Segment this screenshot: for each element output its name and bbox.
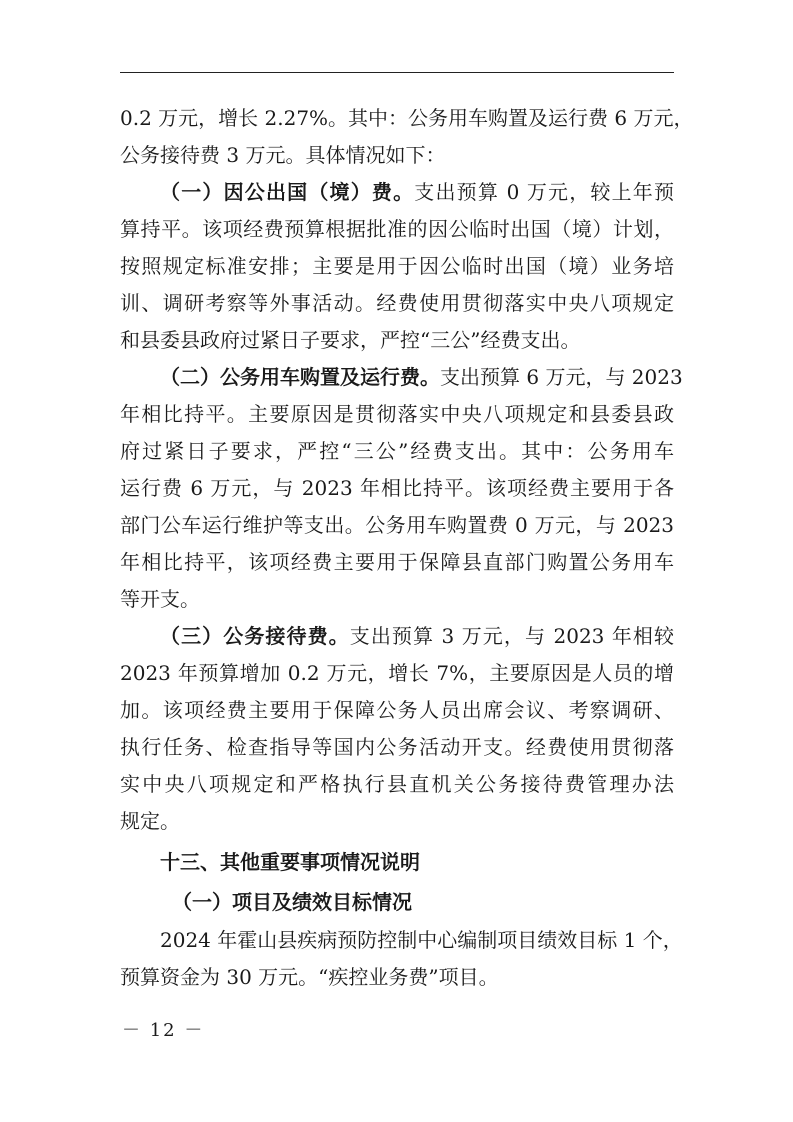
- final-paragraph: [120, 922, 683, 996]
- text-line: 规定。: [120, 809, 180, 833]
- section-2-title: （二）公务用车购置及运行费。: [160, 365, 440, 389]
- text-line: 公务接待费 3 万元。具体情况如下：: [120, 143, 446, 167]
- text-line: 执行任务、检查指导等国内公务活动开支。经费使用贯彻落: [120, 735, 674, 759]
- text-line: 2023 年预算增加 0.2 万元，增长 7%，主要原因是人员的增: [120, 661, 674, 685]
- text-line: 和县委县政府过紧日子要求，严控“三公”经费支出。: [120, 328, 581, 352]
- text-line: 年相比持平。主要原因是贯彻落实中央八项规定和县委县政: [120, 402, 674, 426]
- subheading-1: （一）项目及绩效目标情况: [172, 890, 412, 914]
- text-line: 部门公车运行维护等支出。公务用车购置费 0 万元，与 2023: [120, 513, 674, 537]
- section-3-text: 支出预算 3 万元，与 2023 年相较: [349, 624, 674, 648]
- section-3-title: （三）公务接待费。: [160, 624, 350, 648]
- text-line: [120, 618, 674, 655]
- text-line: 实中央八项规定和严格执行县直机关公务接待费管理办法: [120, 772, 674, 796]
- text-line: 2024 年霍山县疾病预防控制中心编制项目绩效目标 1 个，: [160, 928, 683, 952]
- lead-paragraph: [120, 100, 694, 174]
- section-2-text: 支出预算 6 万元，与 2023: [440, 365, 683, 389]
- section-1-text: 支出预算 0 万元，较上年预: [414, 180, 674, 204]
- text-line: 预算资金为 30 万元。“疾控业务费”项目。: [120, 965, 499, 989]
- text-line: 加。该项经费主要用于保障公务人员出席会议、考察调研、: [120, 698, 674, 722]
- header-rule: [120, 72, 674, 73]
- text-line: [120, 359, 683, 396]
- section-2-paragraph: [120, 359, 683, 618]
- text-line: 等开支。: [120, 587, 200, 611]
- text-line: 年相比持平，该项经费主要用于保障县直部门购置公务用车: [120, 550, 674, 574]
- text-line: 按照规定标准安排；主要是用于因公临时出国（境）业务培: [120, 254, 674, 278]
- text-line: 训、调研考察等外事活动。经费使用贯彻落实中央八项规定: [120, 291, 674, 315]
- heading-13: 十三、其他重要事项情况说明: [160, 850, 420, 874]
- section-3-paragraph: [120, 618, 674, 840]
- text-line: 运行费 6 万元，与 2023 年相比持平。该项经费主要用于各: [120, 476, 674, 500]
- text-line: 府过紧日子要求，严控“三公”经费支出。其中：公务用车: [120, 439, 674, 463]
- document-body: [120, 100, 694, 996]
- text-line: [120, 174, 674, 211]
- text-line: 算持平。该项经费预算根据批准的因公临时出国（境）计划，: [120, 217, 674, 241]
- section-1-paragraph: [120, 174, 674, 359]
- text-line: 0.2 万元，增长 2.27%。其中：公务用车购置及运行费 6 万元，: [120, 106, 694, 130]
- page-number: － 12 －: [122, 1020, 205, 1041]
- section-1-title: （一）因公出国（境）费。: [160, 180, 415, 204]
